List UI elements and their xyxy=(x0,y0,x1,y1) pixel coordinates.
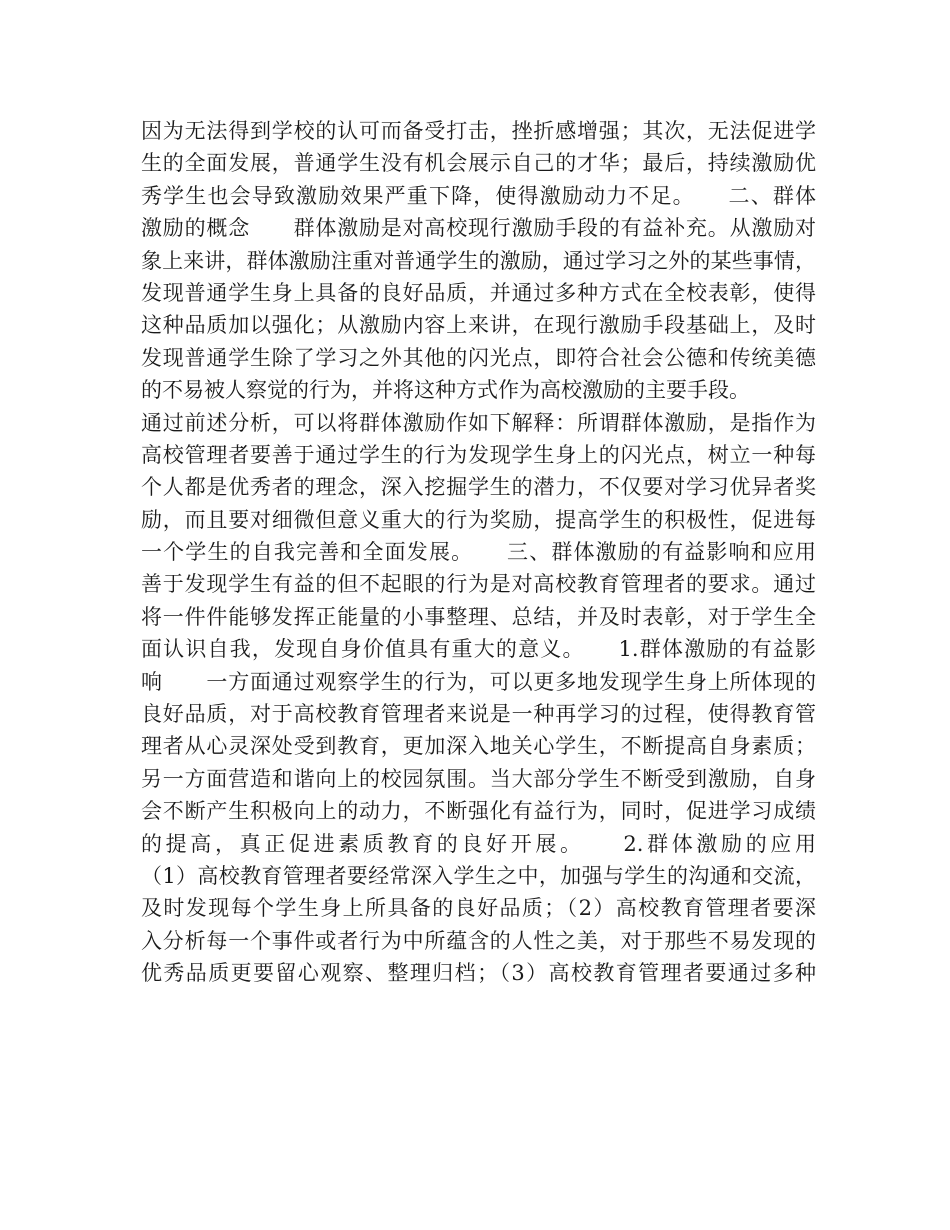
text-line: 发现普通学生身上具备的良好品质，并通过多种方式在全校表彰，使得 xyxy=(141,280,816,305)
text-line: 面认识自我，发现自身价值具有重大的意义。 1.群体激励的有益影 xyxy=(141,637,816,662)
text-line: 高校管理者要善于通过学生的行为发现学生身上的闪光点，树立一种每 xyxy=(141,442,816,467)
text-line: 个人都是优秀者的理念，深入挖掘学生的潜力，不仅要对学习优异者奖 xyxy=(141,475,816,500)
body-text xyxy=(141,115,816,990)
text-line: 的不易被人察觉的行为，并将这种方式作为高校激励的主要手段。 xyxy=(141,378,750,403)
text-line: 会不断产生积极向上的动力，不断强化有益行为，同时，促进学习成绩 xyxy=(141,799,816,824)
text-line: 激励的概念 群体激励是对高校现行激励手段的有益补充。从激励对 xyxy=(141,216,816,241)
text-line: 的提高，真正促进素质教育的良好开展。 2.群体激励的应用 xyxy=(141,831,816,856)
text-line: 象上来讲，群体激励注重对普通学生的激励，通过学习之外的某些事情， xyxy=(141,248,816,273)
text-line: 响 一方面通过观察学生的行为，可以更多地发现学生身上所体现的 xyxy=(141,669,816,694)
text-line: 理者从心灵深处受到教育，更加深入地关心学生，不断提高自身素质； xyxy=(141,734,816,759)
text-line: 因为无法得到学校的认可而备受打击，挫折感增强；其次，无法促进学 xyxy=(141,119,816,143)
text-line: 将一件件能够发挥正能量的小事整理、总结，并及时表彰，对于学生全 xyxy=(141,604,816,629)
text-line: 通过前述分析，可以将群体激励作如下解释：所谓群体激励，是指作为 xyxy=(141,410,816,435)
text-line: 入分析每一个事件或者行为中所蕴含的人性之美，对于那些不易发现的 xyxy=(141,928,816,953)
text-line: 发现普通学生除了学习之外其他的闪光点，即符合社会公德和传统美德 xyxy=(141,345,816,370)
text-line: 优秀品质更要留心观察、整理归档；（3）高校教育管理者要通过多种 xyxy=(141,961,816,986)
text-line: 及时发现每个学生身上所具备的良好品质；（2）高校教育管理者要深 xyxy=(141,896,816,921)
text-line: 一个学生的自我完善和全面发展。 三、群体激励的有益影响和应用 xyxy=(141,540,816,565)
text-line: 励，而且要对细微但意义重大的行为奖励，提高学生的积极性，促进每 xyxy=(141,507,816,532)
text-line: 生的全面发展，普通学生没有机会展示自己的才华；最后，持续激励优 xyxy=(141,151,816,176)
text-line: （1）高校教育管理者要经常深入学生之中，加强与学生的沟通和交流， xyxy=(141,863,816,888)
text-line: 另一方面营造和谐向上的校园氛围。当大部分学生不断受到激励，自身 xyxy=(141,766,816,791)
text-line: 秀学生也会导致激励效果严重下降，使得激励动力不足。 二、群体 xyxy=(141,183,816,208)
text-line: 善于发现学生有益的但不起眼的行为是对高校教育管理者的要求。通过 xyxy=(141,572,816,597)
text-line: 这种品质加以强化；从激励内容上来讲，在现行激励手段基础上，及时 xyxy=(141,313,816,338)
text-line: 良好品质，对于高校教育管理者来说是一种再学习的过程，使得教育管 xyxy=(141,702,816,727)
